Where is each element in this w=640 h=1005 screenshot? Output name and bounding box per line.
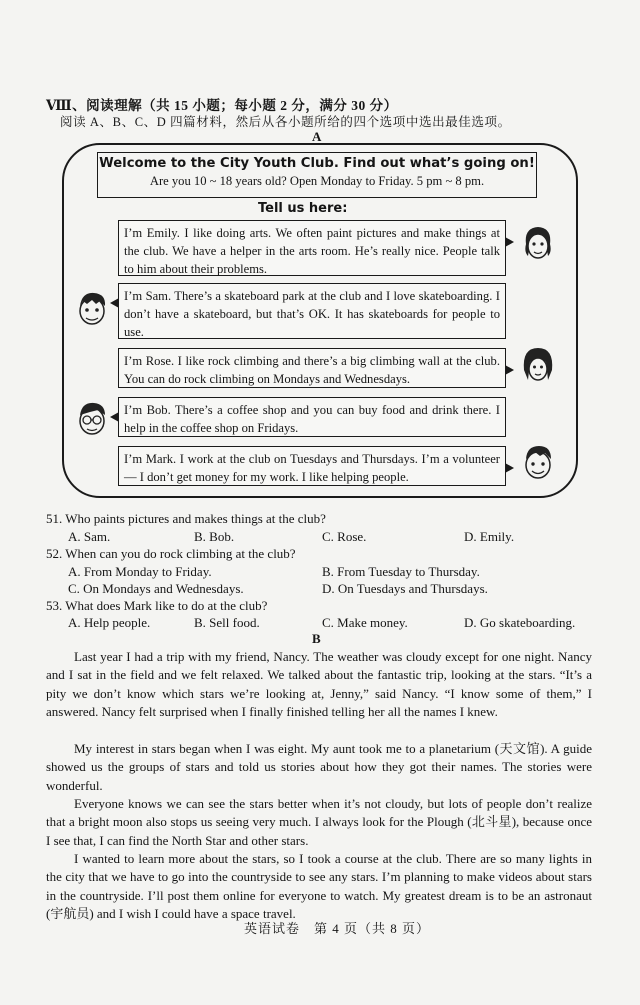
option-53-c[interactable]: C. Make money. [322,615,408,630]
passage-b-paragraph: My interest in stars began when I was eight. My aunt took me to a planetarium (天文馆). A guide showed us the groups of stars and told us stories about how they got their names. The stories were wonderful. [46,741,592,793]
tell-us-heading: Tell us here: [258,201,348,216]
option-52-b[interactable]: B. From Tuesday to Thursday. [322,564,480,579]
bubble-text: I’m Rose. I like rock climbing and there’s a big climbing wall at the club. You can do rock climbing on Mondays and Wednesdays. [124,354,500,386]
option-52-c[interactable]: C. On Mondays and Wednesdays. [68,581,244,596]
speech-bubble-emily [118,220,506,276]
passage-b-paragraph: I wanted to learn more about the stars, so I took a course at the club. There are so many lights in the city that we have to go into the countryside to see any stars. I’m planning to make videos about stars in the countryside. I’ll post them online for everyone to watch. My greatest dream is to be an astronaut (宇航员) and I wish I could have a space travel. [46,851,592,922]
banner-subtitle: Are you 10 ~ 18 years old? Open Monday to Friday. 5 pm ~ 8 pm. [149,174,485,188]
bubble-text: I’m Bob. There’s a coffee shop and you can buy food and drink there. I help in the coffee shop on Fridays. [124,403,500,435]
option-51-a[interactable]: A. Sam. [68,529,111,544]
bubble-text: I’m Mark. I work at the club on Tuesdays and Thursdays. I’m a volunteer — I don’t get money for my work. I like helping people. [124,452,500,484]
passage-b-paragraph: Everyone knows we can see the stars better when it’s not cloudy, but lots of people don’t realize that a bright moon also stops us seeing very much. I always look for the Plough (北斗星), because once I see that, I can find the North Star and other stars. [46,796,592,848]
boy-face-icon [518,441,558,483]
speech-bubble-sam [118,283,506,339]
section-title: Ⅷ、阅读理解（共 15 小题；每小题 2 分，满分 30 分） [46,98,398,113]
club-banner [97,152,537,198]
option-53-b[interactable]: B. Sell food. [194,615,260,630]
speech-bubble-mark [118,446,506,486]
question-53: 53. What does Mark like to do at the club? [46,598,268,613]
speech-bubble-bob [118,397,506,437]
passage-b-label: B [312,631,321,646]
option-52-d[interactable]: D. On Tuesdays and Thursdays. [322,581,488,596]
passage-b-paragraph: Last year I had a trip with my friend, Nancy. The weather was cloudy except for one night. Nancy and I sat in the field and we felt relaxed. We talked about the fantastic trip, looking at the stars. “It’s a pity we don’t know which stars we’re looking at, Jenny,” said Nancy. “I know some of them,” I answered. Nancy felt surprised when I finally finished telling her all the names I knew. [46,649,592,720]
question-51: 51. Who paints pictures and makes things at the club? [46,511,326,526]
option-51-c[interactable]: C. Rose. [322,529,367,544]
option-53-a[interactable]: A. Help people. [68,615,151,630]
boy-face-icon [72,288,112,330]
page-footer: 英语试卷 第 4 页（共 8 页） [244,921,431,936]
speech-bubble-rose [118,348,506,388]
passage-a-label: A [312,129,322,144]
option-51-d[interactable]: D. Emily. [464,529,515,544]
banner-title: Welcome to the City Youth Club. Find out what’s going on! [99,156,535,171]
option-53-d[interactable]: D. Go skateboarding. [464,615,576,630]
boy-with-glasses-icon [72,398,112,440]
question-52: 52. When can you do rock climbing at the club? [46,546,296,561]
girl-face-icon [518,344,558,386]
bubble-text: I’m Sam. There’s a skateboard park at the club and I love skateboarding. I don’t have a skateboard, but that’s OK. It has skateboards for people to use. [124,289,500,339]
bubble-text: I’m Emily. I like doing arts. We often paint pictures and make things at the club. We have a helper in the arts room. He’s really nice. People talk to him about their problems. [124,226,500,276]
option-52-a[interactable]: A. From Monday to Friday. [68,564,212,579]
section-instruction: 阅读 A、B、C、D 四篇材料，然后从各小题所给的四个选项中选出最佳选项。 [60,115,511,129]
option-51-b[interactable]: B. Bob. [194,529,235,544]
girl-face-icon [518,222,558,264]
